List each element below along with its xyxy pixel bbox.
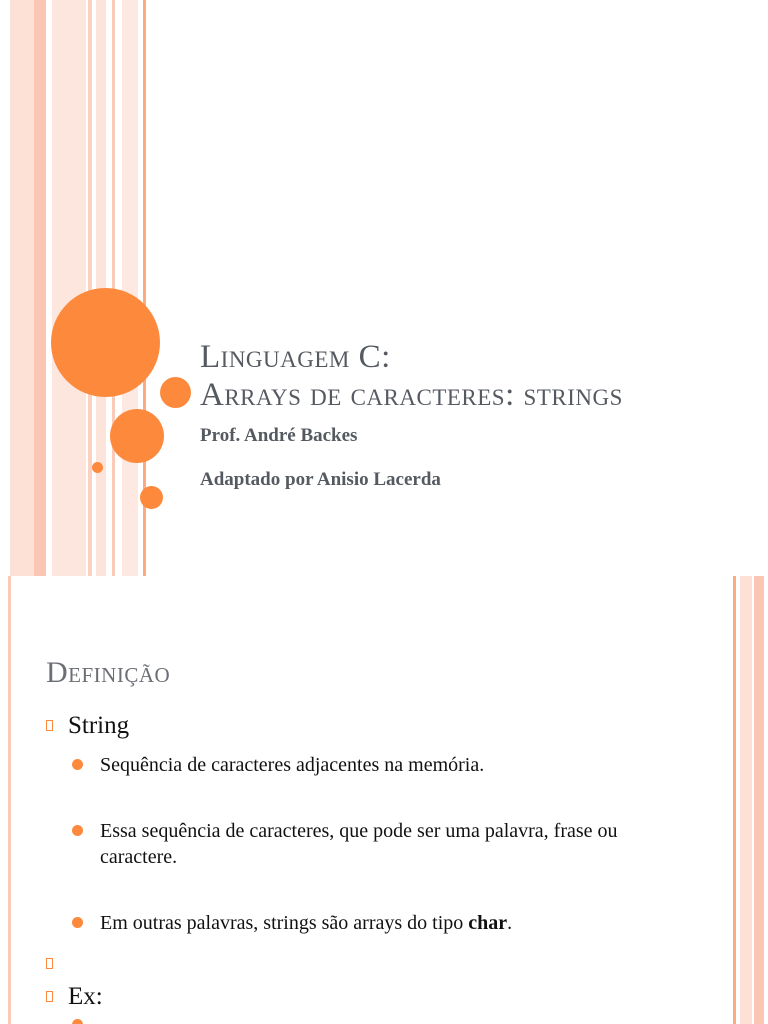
decor-stripe: [34, 0, 46, 576]
circle-bullet-icon: [72, 759, 83, 770]
square-bullet-icon: [46, 991, 53, 1002]
square-bullet-icon: [46, 720, 53, 731]
decor-circle-tiny: [92, 462, 103, 473]
bullet-item: [46, 950, 68, 978]
decor-stripe: [88, 0, 92, 576]
sub-bullet-text: Em outras palavras, strings são arrays do tipo char.: [100, 912, 513, 934]
circle-bullet-icon: [72, 825, 83, 836]
bullet-label: String: [68, 712, 130, 739]
bold-keyword: char: [468, 912, 508, 934]
title-line-1: Linguagem C:: [200, 339, 391, 375]
bullet-item: [46, 712, 129, 740]
bullet-item: [46, 983, 103, 1011]
adapted-by: Adaptado por Anisio Lacerda: [200, 469, 441, 490]
square-bullet-icon: [46, 958, 53, 969]
decor-circle-large: [51, 288, 160, 397]
decor-circle-small: [160, 377, 191, 408]
decor-circle-small: [140, 486, 163, 509]
decor-stripe: [122, 0, 138, 576]
circle-bullet-icon: [72, 1019, 83, 1024]
sub-bullet-text: Essa sequência de caracteres, que pode ser uma palavra, frase ou caractere.: [100, 820, 618, 868]
author-name: Prof. André Backes: [200, 425, 358, 446]
content-slide: [0, 576, 768, 1024]
slide-title: [200, 338, 623, 414]
decor-stripe: [740, 576, 752, 1024]
decor-circle-medium: [110, 409, 164, 463]
decor-stripe: [10, 0, 34, 576]
decor-stripe: [733, 576, 736, 1024]
decor-stripe: [8, 576, 11, 1024]
title-line-2: Arrays de caracteres: strings: [200, 377, 623, 413]
decor-stripe: [52, 0, 86, 576]
slide-heading: Definição: [46, 656, 171, 689]
bullet-label: Ex:: [68, 983, 103, 1010]
circle-bullet-icon: [72, 917, 83, 928]
sub-bullet-text: Sequência de caracteres adjacentes na memória.: [100, 754, 485, 776]
decor-stripe: [754, 576, 764, 1024]
